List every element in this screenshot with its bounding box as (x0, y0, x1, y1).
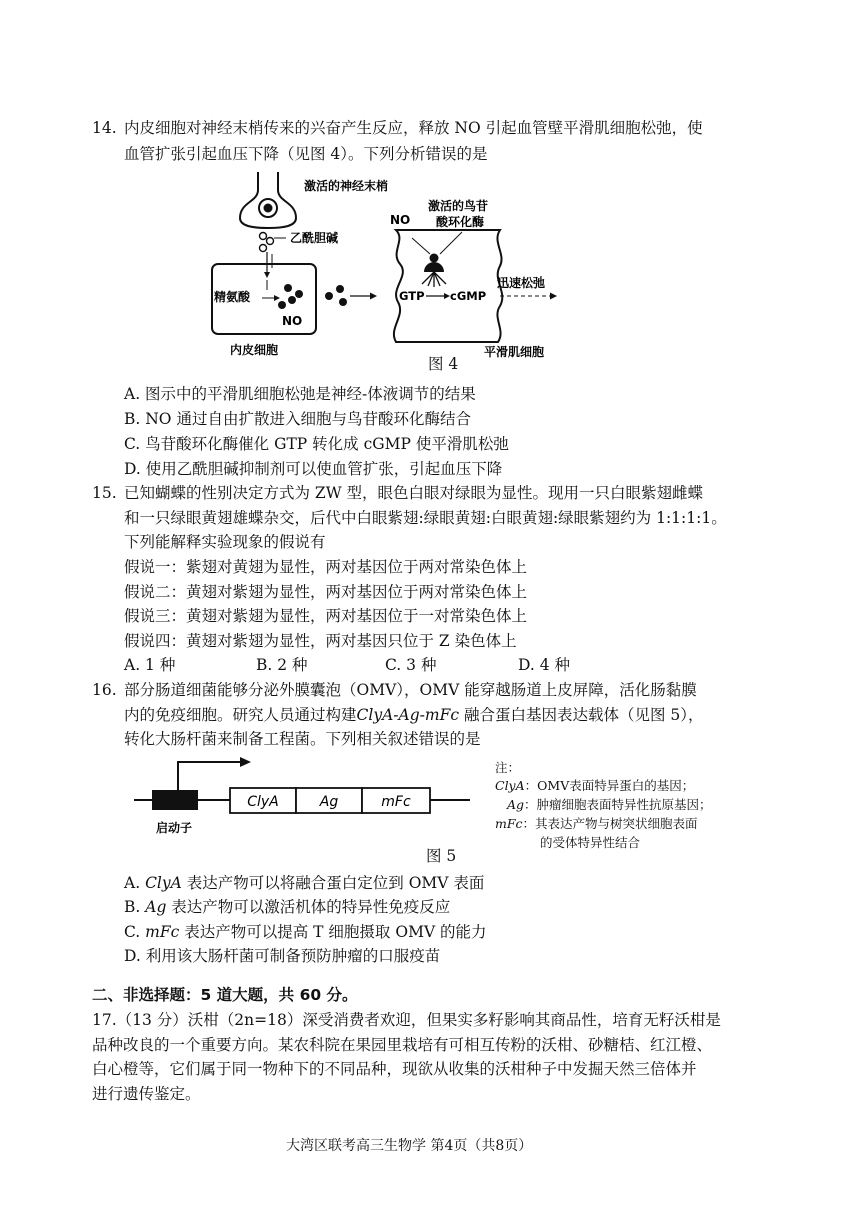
gene-label-mfc: mFc (381, 794, 411, 810)
q14-stem-line1: 内皮细胞对神经末梢传来的兴奋产生反应，释放 NO 引起血管壁平滑肌细胞松弛，使 (124, 119, 703, 137)
q16-stem-line3: 转化大肠杆菌来制备工程菌。下列相关叙述错误的是 (124, 730, 481, 748)
smooth-muscle-label: 平滑肌细胞 (484, 345, 545, 359)
q14-option-a: A. 图示中的平滑肌细胞松弛是神经-体液调节的结果 (124, 385, 476, 403)
q16-number: 16. (92, 681, 117, 699)
enzyme-label-line2: 酸环化酶 (436, 215, 485, 229)
no-label-right: NO (390, 213, 411, 227)
q15-option-a: A. 1 种 (124, 656, 176, 674)
q16-option-c: C. mFc 表达产物可以提高 T 细胞摄取 OMV 的能力 (124, 923, 487, 941)
q16-stem-line1: 部分肠道细菌能够分泌外膜囊泡（OMV），OMV 能穿越肠道上皮屏障，活化肠黏膜 (124, 681, 697, 699)
section-2-heading: 二、非选择题：5 道大题，共 60 分。 (92, 986, 358, 1004)
q14-option-b: B. NO 通过自由扩散进入细胞与鸟苷酸环化酶结合 (124, 410, 471, 428)
enzyme-label-line1: 激活的鸟苷 (428, 199, 489, 213)
q17-line4: 进行遗传鉴定。 (92, 1085, 201, 1103)
q15-stem-line1: 已知蝴蝶的性别决定方式为 ZW 型，眼色白眼对绿眼为显性。现用一只白眼紫翅雌蝶 (124, 484, 704, 502)
q15-option-d: D. 4 种 (518, 656, 571, 674)
q15-stem-line2: 和一只绿眼黄翅雄蝶杂交，后代中白眼紫翅:绿眼黄翅:白眼黄翅:绿眼紫翅约为 1:1:1:1。 (124, 509, 727, 527)
no-label-left: NO (282, 314, 303, 328)
acetylcholine-label: 乙酰胆碱 (290, 231, 339, 245)
q17-line2: 品种改良的一个重要方向。某农科院在果园里栽培有可相互传粉的沃柑、砂糖桔、红江橙、 (92, 1036, 713, 1054)
q14-number: 14. (92, 119, 117, 137)
figure-5-caption: 图 5 (426, 847, 457, 865)
figure-5-note-2: Ag：肿瘤细胞表面特异性抗原基因； (507, 797, 712, 812)
figure-5-note-3: mFc：其表达产物与树突状细胞表面 (495, 816, 698, 831)
gene-label-ag: Ag (319, 794, 339, 810)
figure-5 (130, 750, 475, 840)
smooth-muscle-cell (394, 230, 502, 342)
figure-5-note-title: 注： (495, 760, 521, 775)
gene-construct-name: ClyA-Ag-mFc (356, 706, 460, 724)
q16-stem-line2: 内的免疫细胞。研究人员通过构建ClyA-Ag-mFc 融合蛋白基因表达载体（见图 5）， (124, 706, 704, 724)
arginine-label: 精氨酸 (214, 290, 251, 304)
q15-option-c: C. 3 种 (385, 656, 437, 674)
figure-5-note-1: ClyA：OMV表面特异蛋白的基因； (495, 778, 695, 793)
q16-option-b: B. Ag 表达产物可以激活机体的特异性免疫反应 (124, 898, 451, 916)
q16-option-d: D. 利用该大肠杆菌可制备预防肿瘤的口服疫苗 (124, 947, 441, 965)
figure-5-note-3-cont: 的受体特异性结合 (540, 835, 641, 850)
cgmp-label: cGMP (450, 289, 487, 303)
figure-4 (200, 168, 600, 368)
nerve-terminal-label: 激活的神经末梢 (304, 179, 389, 193)
promoter-block (152, 790, 198, 810)
q15-hypothesis-3: 假说三：黄翅对紫翅为显性，两对基因位于一对常染色体上 (124, 607, 528, 625)
q14-option-d: D. 使用乙酰胆碱抑制剂可以使血管扩张，引起血压下降 (124, 460, 503, 478)
q17-line3: 白心橙等，它们属于同一物种下的不同品种，现欲从收集的沃柑种子中发掘天然三倍体并 (92, 1060, 697, 1078)
q15-stem-line3: 下列能解释实验现象的假说有 (124, 533, 326, 551)
relax-label: 迅速松弛 (497, 276, 546, 290)
endothelial-cell-label: 内皮细胞 (230, 343, 279, 357)
q15-hypothesis-4: 假说四：黄翅对紫翅为显性，两对基因只位于 Z 染色体上 (124, 632, 517, 650)
q15-number: 15. (92, 484, 117, 502)
vesicle-inner (264, 204, 273, 213)
q15-hypothesis-2: 假说二：黄翅对紫翅为显性，两对基因位于两对常染色体上 (124, 583, 528, 601)
q15-option-b: B. 2 种 (256, 656, 308, 674)
q16-option-a: A. ClyA 表达产物可以将融合蛋白定位到 OMV 表面 (124, 874, 485, 892)
gene-label-clya: ClyA (247, 794, 279, 810)
page-footer: 大湾区联考高三生物学 第4页（共8页） (286, 1138, 533, 1154)
q14-stem-line2: 血管扩张引起血压下降（见图 4）。下列分析错误的是 (124, 145, 488, 163)
enzyme-icon (422, 254, 446, 288)
figure-4-caption: 图 4 (428, 355, 459, 373)
q15-hypothesis-1: 假说一：紫翅对黄翅为显性，两对基因位于两对常染色体上 (124, 558, 528, 576)
promoter-label: 启动子 (156, 821, 193, 835)
transcription-start-arrow (178, 762, 242, 790)
q14-option-c: C. 鸟苷酸环化酶催化 GTP 转化成 cGMP 使平滑肌松弛 (124, 435, 509, 453)
gtp-label: GTP (399, 289, 425, 303)
q17-line1: 17.（13 分）沃柑（2n=18）深受消费者欢迎，但果实多籽影响其商品性，培育无籽沃柑是 (92, 1011, 721, 1029)
